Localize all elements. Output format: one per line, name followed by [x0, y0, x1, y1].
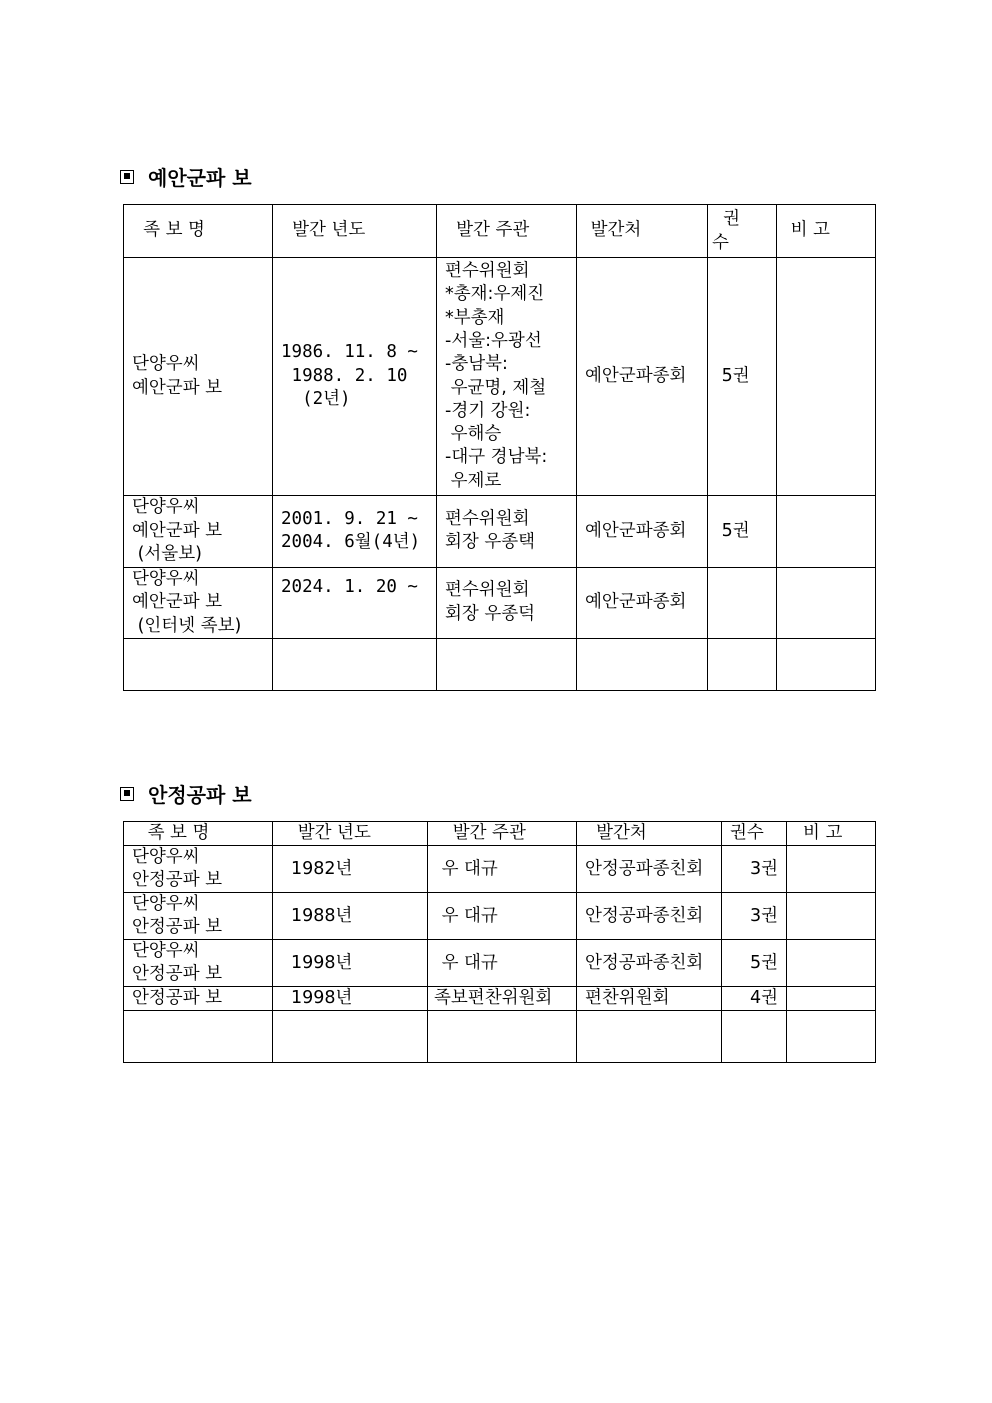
- cell-name: 단양우씨 안정공파 보: [124, 846, 273, 893]
- cell-org: 우 대규: [428, 940, 577, 987]
- empty-cell: [777, 639, 876, 691]
- header-publisher: 발간처: [577, 205, 708, 258]
- empty-cell: [124, 639, 273, 691]
- cell-year: 1998년: [273, 987, 428, 1011]
- cell-count: [708, 567, 777, 639]
- cell-org: 편수위원회 *총재:우제진 *부총재 -서울:우광선 -충남북: 우균명, 제철 -경기 강원: 우해승 -대구 경남북: 우제로: [437, 258, 577, 496]
- section-title-text: 안정공파 보: [148, 783, 252, 807]
- header-year: 발간 년도: [273, 205, 437, 258]
- empty-cell: [722, 1011, 787, 1063]
- square-bullet-icon: [120, 787, 134, 801]
- cell-note: [787, 893, 876, 940]
- cell-org: 우 대규: [428, 846, 577, 893]
- header-count: 권 수: [708, 205, 777, 258]
- cell-org: 편수위원회 회장 우종택: [437, 496, 577, 568]
- empty-cell: [787, 1011, 876, 1063]
- header-org: 발간 주관: [437, 205, 577, 258]
- cell-name: 단양우씨 예안군파 보: [124, 258, 273, 496]
- table-row: [124, 893, 876, 940]
- empty-cell: [577, 1011, 722, 1063]
- empty-cell: [273, 639, 437, 691]
- cell-year: 2001. 9. 21 ~ 2004. 6월(4년): [273, 496, 437, 568]
- table-row: [124, 567, 876, 639]
- header-count: 권수: [722, 822, 787, 846]
- cell-org: 편수위원회 회장 우종덕: [437, 567, 577, 639]
- cell-note: [777, 496, 876, 568]
- header-note: 비 고: [777, 205, 876, 258]
- cell-note: [787, 940, 876, 987]
- cell-publisher: 편찬위원회: [577, 987, 722, 1011]
- cell-count: 4권: [722, 987, 787, 1011]
- cell-publisher: 안정공파종친회: [577, 846, 722, 893]
- cell-note: [777, 567, 876, 639]
- section-title-text: 예안군파 보: [148, 166, 252, 190]
- cell-count: 3권: [722, 893, 787, 940]
- cell-count: 5권: [722, 940, 787, 987]
- cell-publisher: 예안군파종회: [577, 258, 708, 496]
- cell-org: 족보편찬위원회: [428, 987, 577, 1011]
- header-publisher: 발간처: [577, 822, 722, 846]
- cell-name: 단양우씨 안정공파 보: [124, 940, 273, 987]
- cell-year: 1998년: [273, 940, 428, 987]
- cell-publisher: 안정공파종친회: [577, 940, 722, 987]
- header-name: 족 보 명: [124, 205, 273, 258]
- empty-cell: [577, 639, 708, 691]
- table-row: [124, 258, 876, 496]
- header-name: 족 보 명: [124, 822, 273, 846]
- cell-publisher: 예안군파종회: [577, 496, 708, 568]
- cell-year: 1982년: [273, 846, 428, 893]
- cell-count: 3권: [722, 846, 787, 893]
- header-year: 발간 년도: [273, 822, 428, 846]
- table-row: [124, 496, 876, 568]
- cell-name: 안정공파 보: [124, 987, 273, 1011]
- empty-cell: [708, 639, 777, 691]
- cell-note: [787, 987, 876, 1011]
- empty-cell: [428, 1011, 577, 1063]
- section-title-yean: [120, 162, 252, 191]
- table-header-row: [124, 822, 876, 846]
- cell-year: 1986. 11. 8 ~ 1988. 2. 10 (2년): [273, 258, 437, 496]
- cell-note: [787, 846, 876, 893]
- table-row: [124, 940, 876, 987]
- table-row: [124, 846, 876, 893]
- cell-note: [777, 258, 876, 496]
- cell-publisher: 예안군파종회: [577, 567, 708, 639]
- cell-name: 단양우씨 안정공파 보: [124, 893, 273, 940]
- empty-cell: [273, 1011, 428, 1063]
- table-row-empty: [124, 639, 876, 691]
- table-header-row: [124, 205, 876, 258]
- empty-cell: [124, 1011, 273, 1063]
- cell-name: 단양우씨 예안군파 보 (서울보): [124, 496, 273, 568]
- cell-year: 2024. 1. 20 ~: [273, 567, 437, 639]
- genealogy-table-anjeong: [123, 821, 876, 1063]
- square-bullet-icon: [120, 170, 134, 184]
- table-row-empty: [124, 1011, 876, 1063]
- empty-cell: [437, 639, 577, 691]
- header-note: 비 고: [787, 822, 876, 846]
- cell-org: 우 대규: [428, 893, 577, 940]
- cell-count: 5권: [708, 258, 777, 496]
- genealogy-table-yean: [123, 204, 876, 691]
- cell-year: 1988년: [273, 893, 428, 940]
- cell-count: 5권: [708, 496, 777, 568]
- cell-publisher: 안정공파종친회: [577, 893, 722, 940]
- section-title-anjeong: [120, 779, 252, 808]
- cell-name: 단양우씨 예안군파 보 (인터넷 족보): [124, 567, 273, 639]
- table-row: [124, 987, 876, 1011]
- header-org: 발간 주관: [428, 822, 577, 846]
